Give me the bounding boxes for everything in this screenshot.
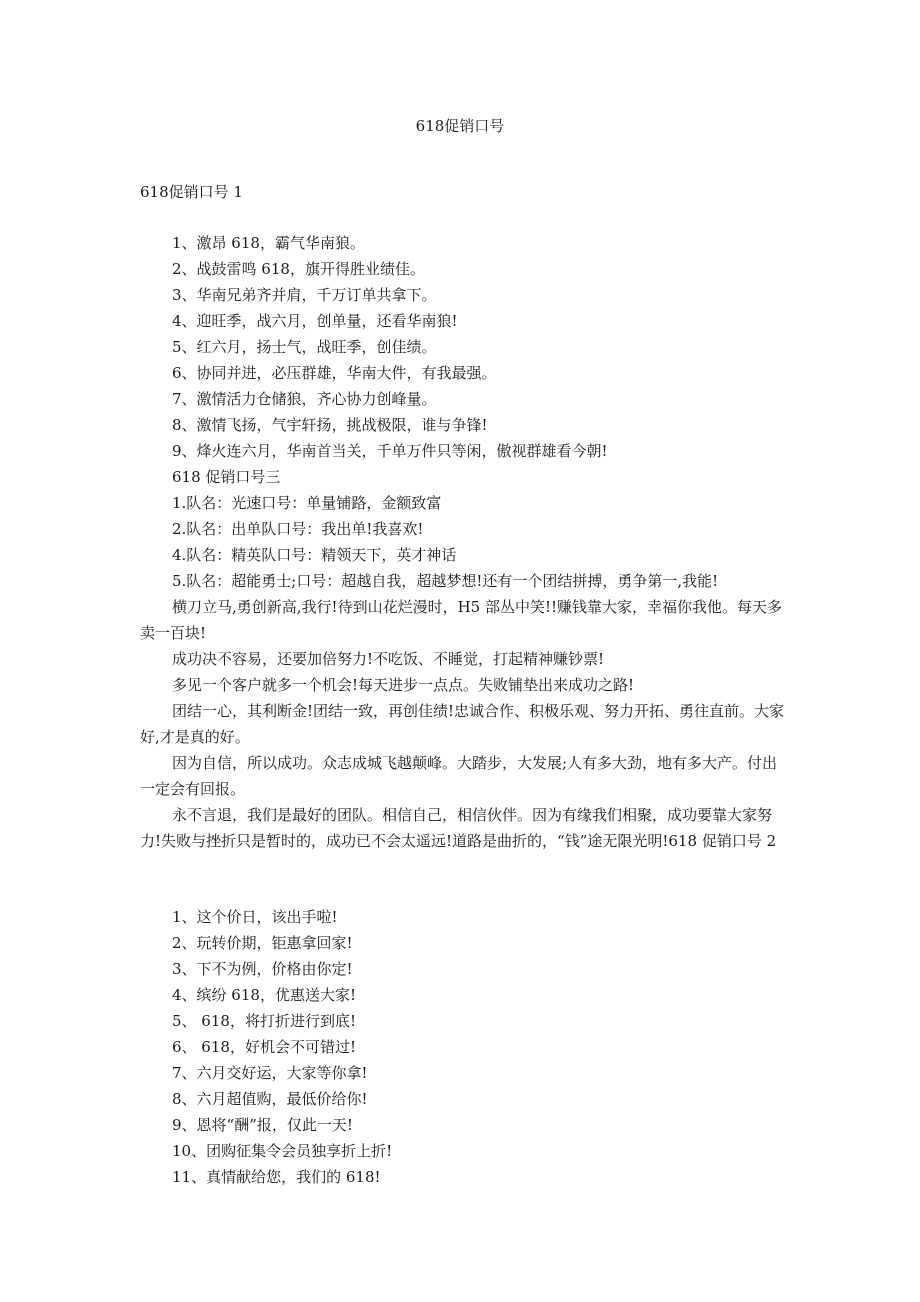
paragraph: 因为自信，所以成功。众志成城飞越颠峰。大踏步，大发展;人有多大劲，地有多大产。付出一定会有回报。 [140, 754, 778, 798]
section-1 [140, 180, 790, 854]
list-item: 9、烽火连六月，华南首当关，千单万件只等闲，傲视群雄看今朝! [172, 442, 608, 460]
list-item: 5.队名：超能勇士;口号：超越自我，超越梦想!还有一个团结拼搏，勇争第一,我能! [172, 572, 719, 590]
list-item: 3、华南兄弟齐并肩，千万订单共拿下。 [172, 286, 437, 304]
list-item: 1.队名：光速口号：单量铺路，金额致富 [172, 494, 442, 512]
section-2 [140, 904, 790, 1190]
paragraph: 横刀立马,勇创新高,我行!待到山花烂漫时，H5 部丛中笑!!赚钱靠大家，幸福你我他。每天多卖一百块! [140, 598, 783, 642]
list-item: 4、迎旺季，战六月，创单量，还看华南狼! [172, 312, 458, 330]
list-item: 4.队名：精英队口号：精领天下，英才神话 [172, 546, 457, 564]
list-item: 1、激昂 618，霸气华南狼。 [172, 234, 365, 252]
slogan-list-1 [140, 230, 790, 594]
list-item: 2.队名：出单队口号：我出单!我喜欢! [172, 520, 424, 538]
list-item: 1、这个价日，该出手啦! [172, 908, 338, 926]
section-heading: 618促销口号 1 [140, 183, 243, 201]
list-item: 7、六月交好运，大家等你拿! [172, 1064, 368, 1082]
list-item: 5、红六月，扬士气，战旺季，创佳绩。 [172, 338, 437, 356]
list-item: 7、激情活力仓储狼，齐心协力创峰量。 [172, 390, 437, 408]
list-item: 8、六月超值购，最低价给你! [172, 1090, 368, 1108]
list-item: 4、缤纷 618，优惠送大家! [172, 986, 356, 1004]
list-item: 2、战鼓雷鸣 618，旗开得胜业绩佳。 [172, 260, 425, 278]
list-item: 5、 618，将打折进行到底! [172, 1012, 356, 1030]
paragraph: 永不言退，我们是最好的团队。相信自己，相信伙伴。因为有缘我们相聚，成功要靠大家努力!失败与挫折只是暂时的，成功已不会太遥远!道路是曲折的，“钱”途无限光明!618 促销口号 2 [140, 806, 777, 850]
list-item: 6、协同并进，必压群雄，华南大件，有我最强。 [172, 364, 497, 382]
document-title: 618促销口号 [415, 117, 505, 135]
list-item: 3、下不为例，价格由你定! [172, 960, 353, 978]
paragraph: 成功决不容易，还要加倍努力!不吃饭、不睡觉，打起精神赚钞票! [172, 650, 605, 668]
list-item: 9、恩将“酬”报，仅此一天! [172, 1116, 353, 1134]
list-item: 10、团购征集令会员独享折上折! [172, 1142, 393, 1160]
list-item: 2、玩转价期，钜惠拿回家! [172, 934, 353, 952]
list-item: 8、激情飞扬，气宇轩扬，挑战极限，谁与争锋! [172, 416, 488, 434]
paragraph: 多见一个客户就多一个机会!每天进步一点点。失败铺垫出来成功之路! [172, 676, 635, 694]
paragraph: 团结一心，其利断金!团结一致，再创佳绩!忠诚合作、积极乐观、努力开拓、勇往直前。大家好,才是真的好。 [140, 702, 785, 746]
list-item: 11、真情献给您，我们的 618! [172, 1168, 381, 1186]
slogan-list-2 [140, 904, 790, 1190]
list-item: 6、 618，好机会不可错过! [172, 1038, 356, 1056]
list-item: 618 促销口号三 [172, 468, 281, 486]
